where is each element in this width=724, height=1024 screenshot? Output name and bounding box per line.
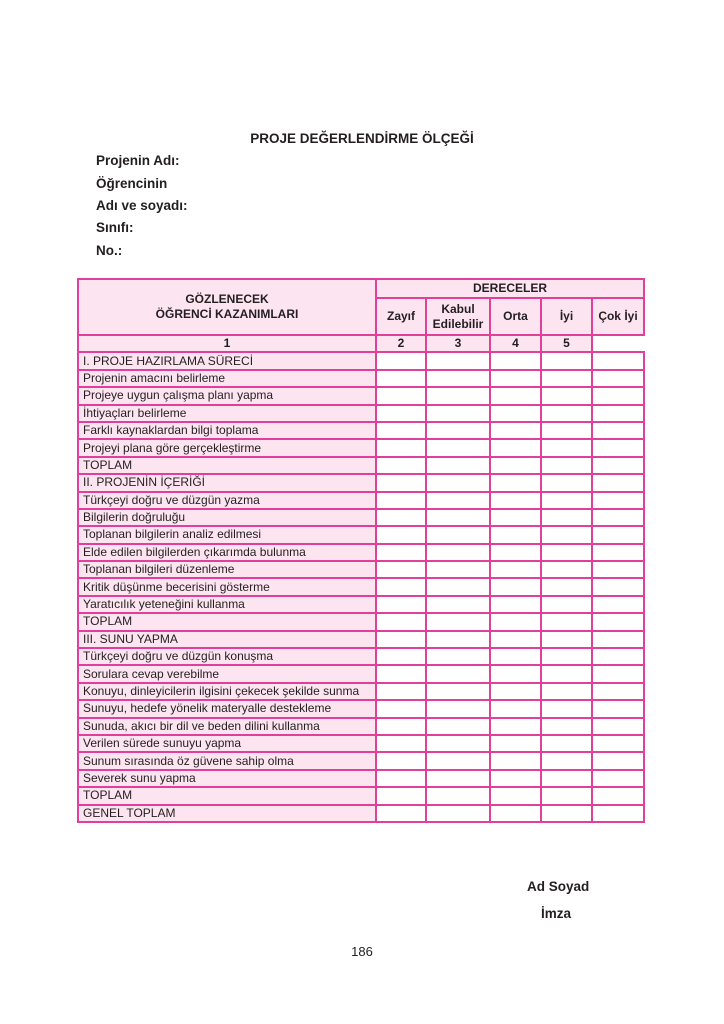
score-cell[interactable] bbox=[541, 631, 592, 648]
criterion-label: Sunum sırasında öz güvene sahip olma bbox=[78, 752, 376, 769]
table-row bbox=[78, 370, 644, 387]
table-row bbox=[78, 770, 644, 787]
score-cell[interactable] bbox=[376, 352, 426, 369]
score-cell[interactable] bbox=[592, 648, 644, 665]
criterion-label: III. SUNU YAPMA bbox=[78, 631, 376, 648]
score-cell[interactable] bbox=[426, 735, 490, 752]
level-name: İyi bbox=[559, 309, 574, 324]
table-row bbox=[78, 578, 644, 595]
criterion-label: Elde edilen bilgilerden çıkarımda bulunma bbox=[78, 544, 376, 561]
table-row bbox=[78, 352, 644, 369]
score-cell[interactable] bbox=[592, 457, 644, 474]
score-cell[interactable] bbox=[376, 439, 426, 456]
score-cell[interactable] bbox=[541, 422, 592, 439]
score-cell[interactable] bbox=[541, 770, 592, 787]
score-cell[interactable] bbox=[426, 683, 490, 700]
score-cell[interactable] bbox=[376, 631, 426, 648]
table-row bbox=[78, 683, 644, 700]
criterion-label: Verilen sürede sunuyu yapma bbox=[78, 735, 376, 752]
score-cell[interactable] bbox=[592, 526, 644, 543]
criterion-label: İhtiyaçları belirleme bbox=[78, 405, 376, 422]
score-cell[interactable] bbox=[592, 683, 644, 700]
score-cell[interactable] bbox=[541, 805, 592, 822]
score-cell[interactable] bbox=[592, 544, 644, 561]
score-cell[interactable] bbox=[376, 509, 426, 526]
criterion-label: Bilgilerin doğruluğu bbox=[78, 509, 376, 526]
table-row bbox=[78, 544, 644, 561]
criterion-label: Projenin amacını belirleme bbox=[78, 370, 376, 387]
score-cell[interactable] bbox=[541, 544, 592, 561]
score-cell[interactable] bbox=[490, 526, 541, 543]
score-cell[interactable] bbox=[426, 700, 490, 717]
score-cell[interactable] bbox=[490, 752, 541, 769]
score-cell[interactable] bbox=[490, 683, 541, 700]
score-cell[interactable] bbox=[490, 492, 541, 509]
score-cell[interactable] bbox=[541, 613, 592, 630]
score-cell[interactable] bbox=[376, 770, 426, 787]
score-cell[interactable] bbox=[592, 770, 644, 787]
table-row bbox=[78, 492, 644, 509]
score-cell[interactable] bbox=[541, 474, 592, 491]
score-cell[interactable] bbox=[541, 683, 592, 700]
score-cell[interactable] bbox=[592, 613, 644, 630]
score-cell[interactable] bbox=[490, 665, 541, 682]
table-row bbox=[78, 631, 644, 648]
score-cell[interactable] bbox=[426, 405, 490, 422]
level-header bbox=[592, 298, 644, 335]
level-name: Kabul bbox=[441, 301, 475, 316]
score-cell[interactable] bbox=[426, 596, 490, 613]
score-cell[interactable] bbox=[592, 718, 644, 735]
score-cell[interactable] bbox=[592, 492, 644, 509]
score-cell[interactable] bbox=[376, 526, 426, 543]
criterion-label: Farklı kaynaklardan bilgi toplama bbox=[78, 422, 376, 439]
score-cell[interactable] bbox=[426, 422, 490, 439]
score-cell[interactable] bbox=[592, 631, 644, 648]
score-cell[interactable] bbox=[490, 387, 541, 404]
level-header bbox=[426, 298, 490, 335]
score-cell[interactable] bbox=[376, 683, 426, 700]
level-score: 3 bbox=[426, 335, 490, 352]
project-name-label: Projenin Adı: bbox=[96, 153, 180, 168]
score-cell[interactable] bbox=[376, 613, 426, 630]
score-cell[interactable] bbox=[426, 648, 490, 665]
score-cell[interactable] bbox=[426, 752, 490, 769]
criterion-label: Yaratıcılık yeteneğini kullanma bbox=[78, 596, 376, 613]
score-cell[interactable] bbox=[490, 457, 541, 474]
signature-label: İmza bbox=[541, 906, 572, 921]
score-cell[interactable] bbox=[541, 352, 592, 369]
criterion-label: I. PROJE HAZIRLAMA SÜRECİ bbox=[78, 352, 376, 369]
criterion-label: Projeyi plana göre gerçekleştirme bbox=[78, 439, 376, 456]
score-cell[interactable] bbox=[376, 596, 426, 613]
criterion-label: Toplanan bilgilerin analiz edilmesi bbox=[78, 526, 376, 543]
score-cell[interactable] bbox=[490, 596, 541, 613]
score-cell[interactable] bbox=[426, 439, 490, 456]
level-score: 1 bbox=[78, 335, 376, 352]
score-cell[interactable] bbox=[592, 665, 644, 682]
table-row bbox=[78, 526, 644, 543]
score-cell[interactable] bbox=[490, 735, 541, 752]
score-cell[interactable] bbox=[592, 735, 644, 752]
score-cell[interactable] bbox=[376, 787, 426, 804]
score-cell[interactable] bbox=[592, 387, 644, 404]
score-cell[interactable] bbox=[592, 405, 644, 422]
score-cell[interactable] bbox=[426, 526, 490, 543]
criterion-label: Sunuyu, hedefe yönelik materyalle destekleme bbox=[78, 700, 376, 717]
criterion-label: Projeye uygun çalışma planı yapma bbox=[78, 387, 376, 404]
score-cell[interactable] bbox=[426, 613, 490, 630]
score-cell[interactable] bbox=[376, 700, 426, 717]
criterion-label: Konuyu, dinleyicilerin ilgisini çekecek şekilde sunma bbox=[78, 683, 376, 700]
score-cell[interactable] bbox=[376, 578, 426, 595]
level-header bbox=[490, 298, 541, 335]
score-cell[interactable] bbox=[541, 596, 592, 613]
score-cell[interactable] bbox=[490, 405, 541, 422]
table-row bbox=[78, 718, 644, 735]
criterion-label: TOPLAM bbox=[78, 787, 376, 804]
class-label: Sınıfı: bbox=[96, 220, 134, 235]
score-cell[interactable] bbox=[490, 648, 541, 665]
name-surname-label: Adı ve soyadı: bbox=[96, 198, 188, 213]
score-cell[interactable] bbox=[592, 596, 644, 613]
score-cell[interactable] bbox=[592, 752, 644, 769]
score-cell[interactable] bbox=[426, 578, 490, 595]
score-cell[interactable] bbox=[592, 578, 644, 595]
score-cell[interactable] bbox=[490, 700, 541, 717]
criteria-header bbox=[78, 279, 376, 335]
criterion-label: TOPLAM bbox=[78, 457, 376, 474]
score-cell[interactable] bbox=[376, 474, 426, 491]
score-cell[interactable] bbox=[376, 370, 426, 387]
number-label: No.: bbox=[96, 243, 123, 258]
score-cell[interactable] bbox=[592, 352, 644, 369]
score-cell[interactable] bbox=[376, 422, 426, 439]
score-cell[interactable] bbox=[541, 578, 592, 595]
table-row bbox=[78, 474, 644, 491]
score-cell[interactable] bbox=[426, 787, 490, 804]
score-cell[interactable] bbox=[592, 805, 644, 822]
score-cell[interactable] bbox=[592, 422, 644, 439]
criterion-label: Severek sunu yapma bbox=[78, 770, 376, 787]
score-cell[interactable] bbox=[541, 752, 592, 769]
table-row bbox=[78, 648, 644, 665]
score-cell[interactable] bbox=[426, 474, 490, 491]
criterion-label: Toplanan bilgileri düzenleme bbox=[78, 561, 376, 578]
score-cell[interactable] bbox=[541, 405, 592, 422]
student-label: Öğrencinin bbox=[96, 176, 168, 191]
table-row bbox=[78, 405, 644, 422]
table-row bbox=[78, 787, 644, 804]
score-cell[interactable] bbox=[490, 770, 541, 787]
page-title: PROJE DEĞERLENDİRME ÖLÇEĞİ bbox=[250, 131, 474, 146]
score-cell[interactable] bbox=[376, 457, 426, 474]
score-cell[interactable] bbox=[376, 665, 426, 682]
score-cell[interactable] bbox=[541, 735, 592, 752]
score-cell[interactable] bbox=[490, 509, 541, 526]
score-cell[interactable] bbox=[426, 457, 490, 474]
level-score: 2 bbox=[376, 335, 426, 352]
score-cell[interactable] bbox=[541, 509, 592, 526]
score-cell[interactable] bbox=[426, 492, 490, 509]
level-name: Orta bbox=[503, 309, 528, 324]
score-cell[interactable] bbox=[592, 439, 644, 456]
score-cell[interactable] bbox=[426, 561, 490, 578]
score-cell[interactable] bbox=[541, 370, 592, 387]
score-cell[interactable] bbox=[426, 387, 490, 404]
score-cell[interactable] bbox=[541, 648, 592, 665]
table-row bbox=[78, 805, 644, 822]
score-cell[interactable] bbox=[426, 805, 490, 822]
score-cell[interactable] bbox=[376, 718, 426, 735]
score-cell[interactable] bbox=[592, 561, 644, 578]
table-row bbox=[78, 457, 644, 474]
criterion-label: GENEL TOPLAM bbox=[78, 805, 376, 822]
score-cell[interactable] bbox=[376, 805, 426, 822]
criterion-label: TOPLAM bbox=[78, 613, 376, 630]
level-name: Çok İyi bbox=[598, 309, 638, 324]
score-cell[interactable] bbox=[426, 509, 490, 526]
criteria-header-line1: GÖZLENECEK bbox=[185, 292, 269, 306]
score-cell[interactable] bbox=[426, 352, 490, 369]
score-cell[interactable] bbox=[426, 544, 490, 561]
score-cell[interactable] bbox=[490, 474, 541, 491]
score-cell[interactable] bbox=[376, 735, 426, 752]
page-number: 186 bbox=[351, 944, 373, 959]
level-score: 4 bbox=[490, 335, 541, 352]
score-cell[interactable] bbox=[541, 387, 592, 404]
score-cell[interactable] bbox=[426, 770, 490, 787]
score-cell[interactable] bbox=[490, 613, 541, 630]
score-cell[interactable] bbox=[541, 457, 592, 474]
score-cell[interactable] bbox=[376, 387, 426, 404]
score-cell[interactable] bbox=[541, 561, 592, 578]
score-cell[interactable] bbox=[490, 578, 541, 595]
table-row bbox=[78, 596, 644, 613]
score-cell[interactable] bbox=[490, 422, 541, 439]
score-cell[interactable] bbox=[376, 648, 426, 665]
level-header bbox=[376, 298, 426, 335]
score-cell[interactable] bbox=[541, 492, 592, 509]
level-name-line2: Edilebilir bbox=[432, 316, 484, 331]
criterion-label: Sunuda, akıcı bir dil ve beden dilini kullanma bbox=[78, 718, 376, 735]
score-cell[interactable] bbox=[490, 439, 541, 456]
evaluation-table bbox=[77, 278, 645, 823]
score-cell[interactable] bbox=[592, 787, 644, 804]
table-row bbox=[78, 439, 644, 456]
score-cell[interactable] bbox=[541, 700, 592, 717]
signature-name-label: Ad Soyad bbox=[527, 879, 590, 894]
table-row bbox=[78, 387, 644, 404]
level-name: Zayıf bbox=[386, 309, 415, 324]
criterion-label: Türkçeyi doğru ve düzgün konuşma bbox=[78, 648, 376, 665]
score-cell[interactable] bbox=[376, 544, 426, 561]
score-cell[interactable] bbox=[376, 405, 426, 422]
score-cell[interactable] bbox=[376, 752, 426, 769]
score-cell[interactable] bbox=[376, 492, 426, 509]
score-cell[interactable] bbox=[490, 544, 541, 561]
criterion-label: Sorulara cevap verebilme bbox=[78, 665, 376, 682]
score-cell[interactable] bbox=[490, 561, 541, 578]
score-cell[interactable] bbox=[426, 665, 490, 682]
score-cell[interactable] bbox=[490, 631, 541, 648]
score-cell[interactable] bbox=[490, 370, 541, 387]
score-cell[interactable] bbox=[426, 370, 490, 387]
table-row bbox=[78, 735, 644, 752]
score-cell[interactable] bbox=[541, 718, 592, 735]
criterion-label: II. PROJENİN İÇERİĞİ bbox=[78, 474, 376, 491]
score-cell[interactable] bbox=[592, 509, 644, 526]
table-row bbox=[78, 613, 644, 630]
criteria-header-line2: ÖĞRENCİ KAZANIMLARI bbox=[155, 307, 299, 321]
score-cell[interactable] bbox=[426, 631, 490, 648]
criterion-label: Kritik düşünme becerisini gösterme bbox=[78, 578, 376, 595]
score-cell[interactable] bbox=[541, 665, 592, 682]
table-row bbox=[78, 422, 644, 439]
score-cell[interactable] bbox=[541, 787, 592, 804]
score-cell[interactable] bbox=[490, 718, 541, 735]
score-cell[interactable] bbox=[592, 474, 644, 491]
score-cell[interactable] bbox=[592, 700, 644, 717]
score-cell[interactable] bbox=[541, 526, 592, 543]
score-cell[interactable] bbox=[376, 561, 426, 578]
score-cell[interactable] bbox=[592, 370, 644, 387]
table-row bbox=[78, 509, 644, 526]
table-row bbox=[78, 665, 644, 682]
score-cell[interactable] bbox=[541, 439, 592, 456]
score-cell[interactable] bbox=[426, 718, 490, 735]
level-score: 5 bbox=[541, 335, 592, 352]
table-row bbox=[78, 700, 644, 717]
table-row bbox=[78, 561, 644, 578]
table-row bbox=[78, 752, 644, 769]
score-cell[interactable] bbox=[490, 805, 541, 822]
score-cell[interactable] bbox=[490, 787, 541, 804]
criterion-label: Türkçeyi doğru ve düzgün yazma bbox=[78, 492, 376, 509]
score-cell[interactable] bbox=[490, 352, 541, 369]
level-header bbox=[541, 298, 592, 335]
grades-header: DERECELER bbox=[376, 279, 644, 298]
